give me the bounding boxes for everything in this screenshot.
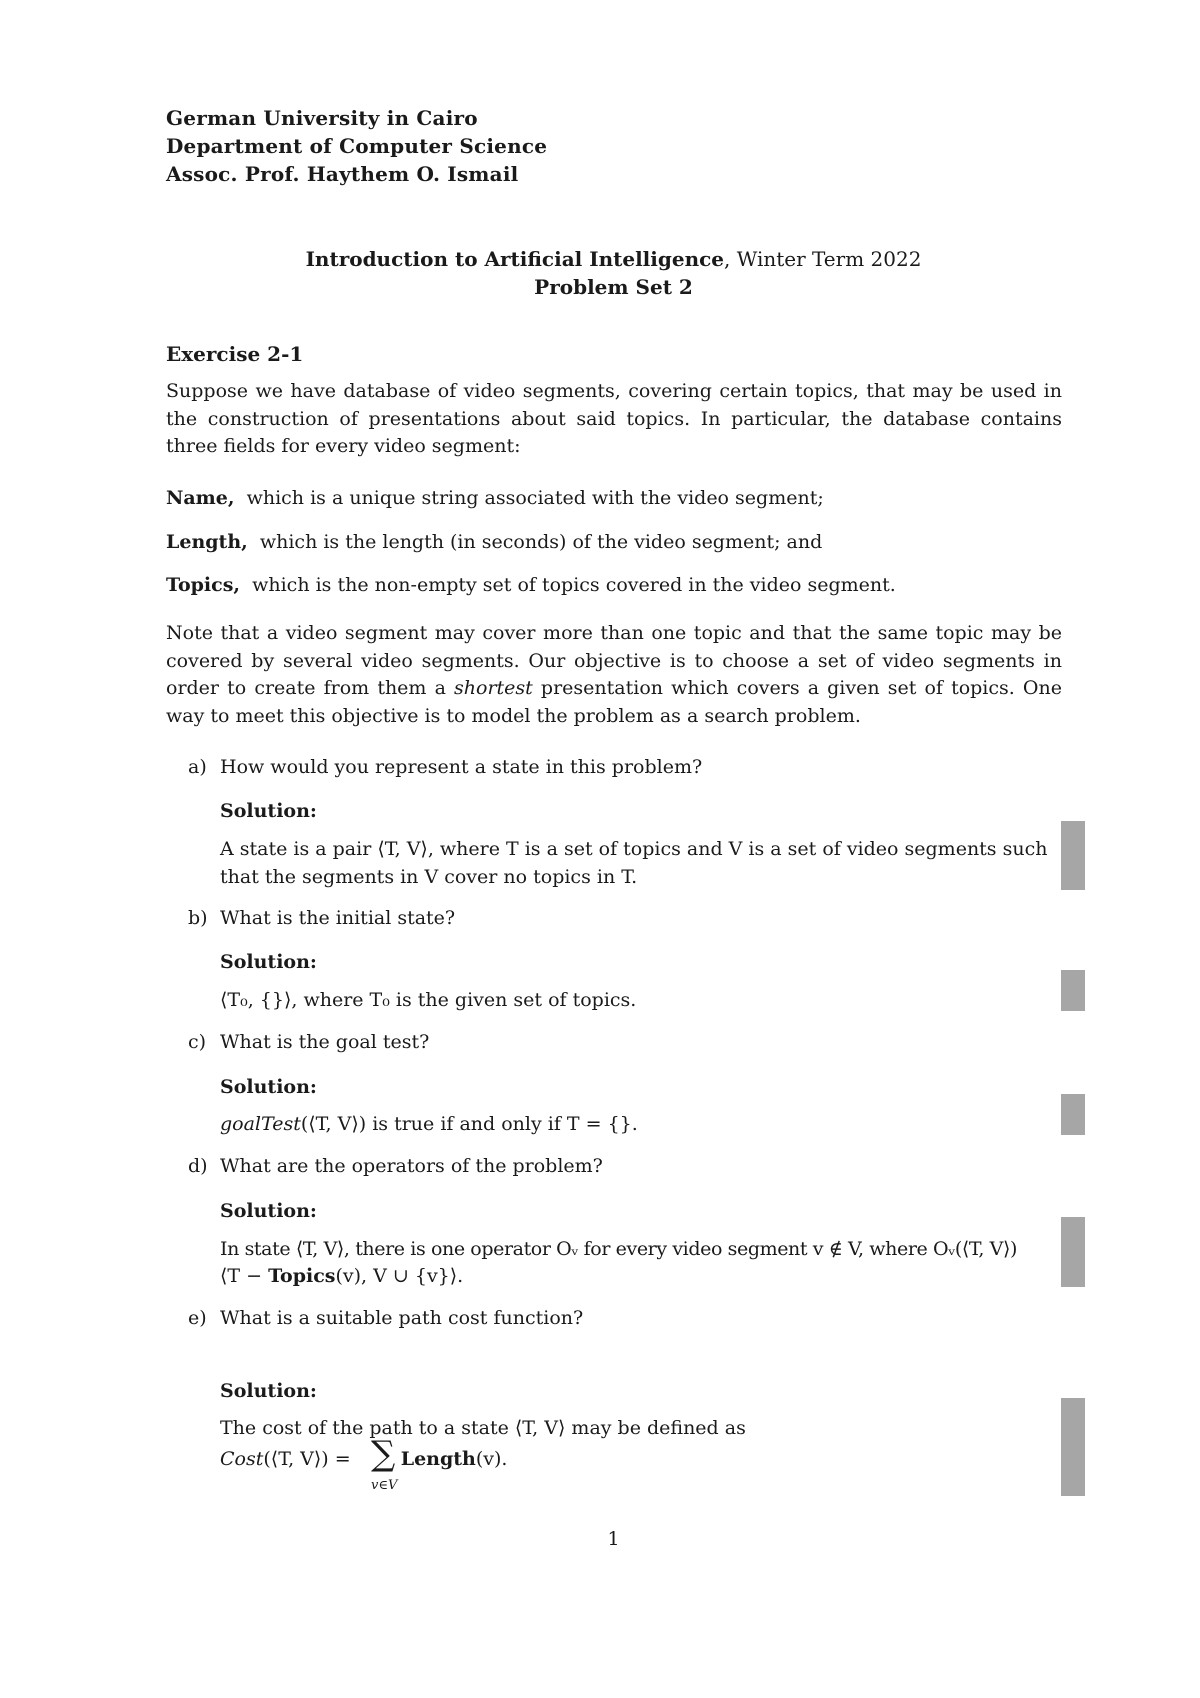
solution-d-line-2 bbox=[220, 1263, 463, 1291]
question-d-label: d) bbox=[188, 1155, 208, 1177]
course-title bbox=[0, 247, 1200, 271]
operator-result-end: (v), V ∪ {v}⟩. bbox=[335, 1265, 464, 1287]
note-emphasis: shortest bbox=[454, 677, 533, 699]
operator-result-start: ⟨T − bbox=[220, 1265, 269, 1287]
solution-d-line-1: In state ⟨T, V⟩, there is one operator Oᵥ for every video segment v ∉ V, where Oᵥ(⟨T, V⟩) bbox=[220, 1238, 1018, 1260]
solution-d-heading: Solution: bbox=[220, 1200, 317, 1222]
question-d-text: What are the operators of the problem? bbox=[220, 1155, 603, 1177]
solution-a-change-bar bbox=[1061, 821, 1085, 890]
summation-subscript: v∈V bbox=[371, 1478, 398, 1493]
field-topics-label: Topics, bbox=[166, 574, 241, 596]
solution-c-line-1 bbox=[220, 1111, 638, 1139]
note-part-2: presentation which covers a given set of topics. One way to meet this objective is to model the problem as a search problem. bbox=[166, 677, 1062, 727]
cost-function: Cost bbox=[220, 1448, 264, 1470]
course-term: , Winter Term 2022 bbox=[724, 247, 922, 271]
field-length-desc: which is the length (in seconds) of the video segment; and bbox=[259, 531, 823, 553]
solution-c-heading: Solution: bbox=[220, 1076, 317, 1098]
goal-test-function: goalTest bbox=[220, 1113, 301, 1135]
question-c-text: What is the goal test? bbox=[220, 1031, 430, 1053]
field-name bbox=[166, 484, 824, 512]
note-part-1: Note that a video segment may cover more than one topic and that the same topic may be covered by several video segments. Our objective is to choose a set of video segments in order to create from them a bbox=[166, 622, 1062, 699]
field-length-label: Length, bbox=[166, 531, 248, 553]
goal-test-definition: (⟨T, V⟩) is true if and only if T = {}. bbox=[300, 1113, 638, 1135]
solution-b-line-1: ⟨T₀, {}⟩, where T₀ is the given set of topics. bbox=[220, 989, 637, 1011]
length-argument: (v). bbox=[475, 1448, 508, 1470]
length-function: Length bbox=[400, 1448, 476, 1470]
exercise-heading: Exercise 2-1 bbox=[166, 342, 304, 366]
exercise-note bbox=[166, 620, 1062, 730]
solution-c-change-bar bbox=[1061, 1094, 1085, 1135]
solution-d-change-bar bbox=[1061, 1217, 1085, 1287]
solution-e-formula bbox=[220, 1446, 507, 1474]
summation-symbol: ∑ bbox=[371, 1434, 396, 1474]
cost-arguments: (⟨T, V⟩) = bbox=[263, 1448, 357, 1470]
field-name-label: Name, bbox=[166, 487, 235, 509]
field-length bbox=[166, 528, 822, 556]
solution-b-change-bar bbox=[1061, 970, 1085, 1011]
solution-e-change-bar bbox=[1061, 1398, 1085, 1496]
exercise-intro: Suppose we have database of video segments, covering certain topics, that may be used in the construction of presentations about said topics. In particular, the database contains three fields for every video segment: bbox=[166, 380, 1062, 457]
solution-a-line-2: that the segments in V cover no topics in T. bbox=[220, 866, 638, 888]
solution-e-line-1: The cost of the path to a state ⟨T, V⟩ may be defined as bbox=[220, 1417, 746, 1439]
university-name: German University in Cairo bbox=[166, 106, 478, 130]
question-e-text: What is a suitable path cost function? bbox=[220, 1307, 584, 1329]
solution-e-heading: Solution: bbox=[220, 1380, 317, 1402]
solution-b-heading: Solution: bbox=[220, 951, 317, 973]
course-name: Introduction to Artificial Intelligence bbox=[305, 247, 725, 271]
field-topics bbox=[166, 571, 896, 599]
field-topics-desc: which is the non-empty set of topics covered in the video segment. bbox=[252, 574, 896, 596]
question-c-label: c) bbox=[188, 1031, 207, 1053]
topics-function: Topics bbox=[268, 1265, 336, 1287]
question-b-label: b) bbox=[188, 907, 208, 929]
solution-a-line-1: A state is a pair ⟨T, V⟩, where T is a set of topics and V is a set of video segments such bbox=[220, 838, 1048, 860]
question-a-label: a) bbox=[188, 756, 207, 778]
professor-name: Assoc. Prof. Haythem O. Ismail bbox=[166, 162, 519, 186]
problem-set-title: Problem Set 2 bbox=[534, 275, 693, 299]
question-b-text: What is the initial state? bbox=[220, 907, 456, 929]
department-name: Department of Computer Science bbox=[166, 134, 548, 158]
field-name-desc: which is a unique string associated with the video segment; bbox=[246, 487, 824, 509]
solution-a-heading: Solution: bbox=[220, 800, 317, 822]
question-e-label: e) bbox=[188, 1307, 207, 1329]
page-number: 1 bbox=[607, 1528, 620, 1550]
question-a-text: How would you represent a state in this problem? bbox=[220, 756, 703, 778]
